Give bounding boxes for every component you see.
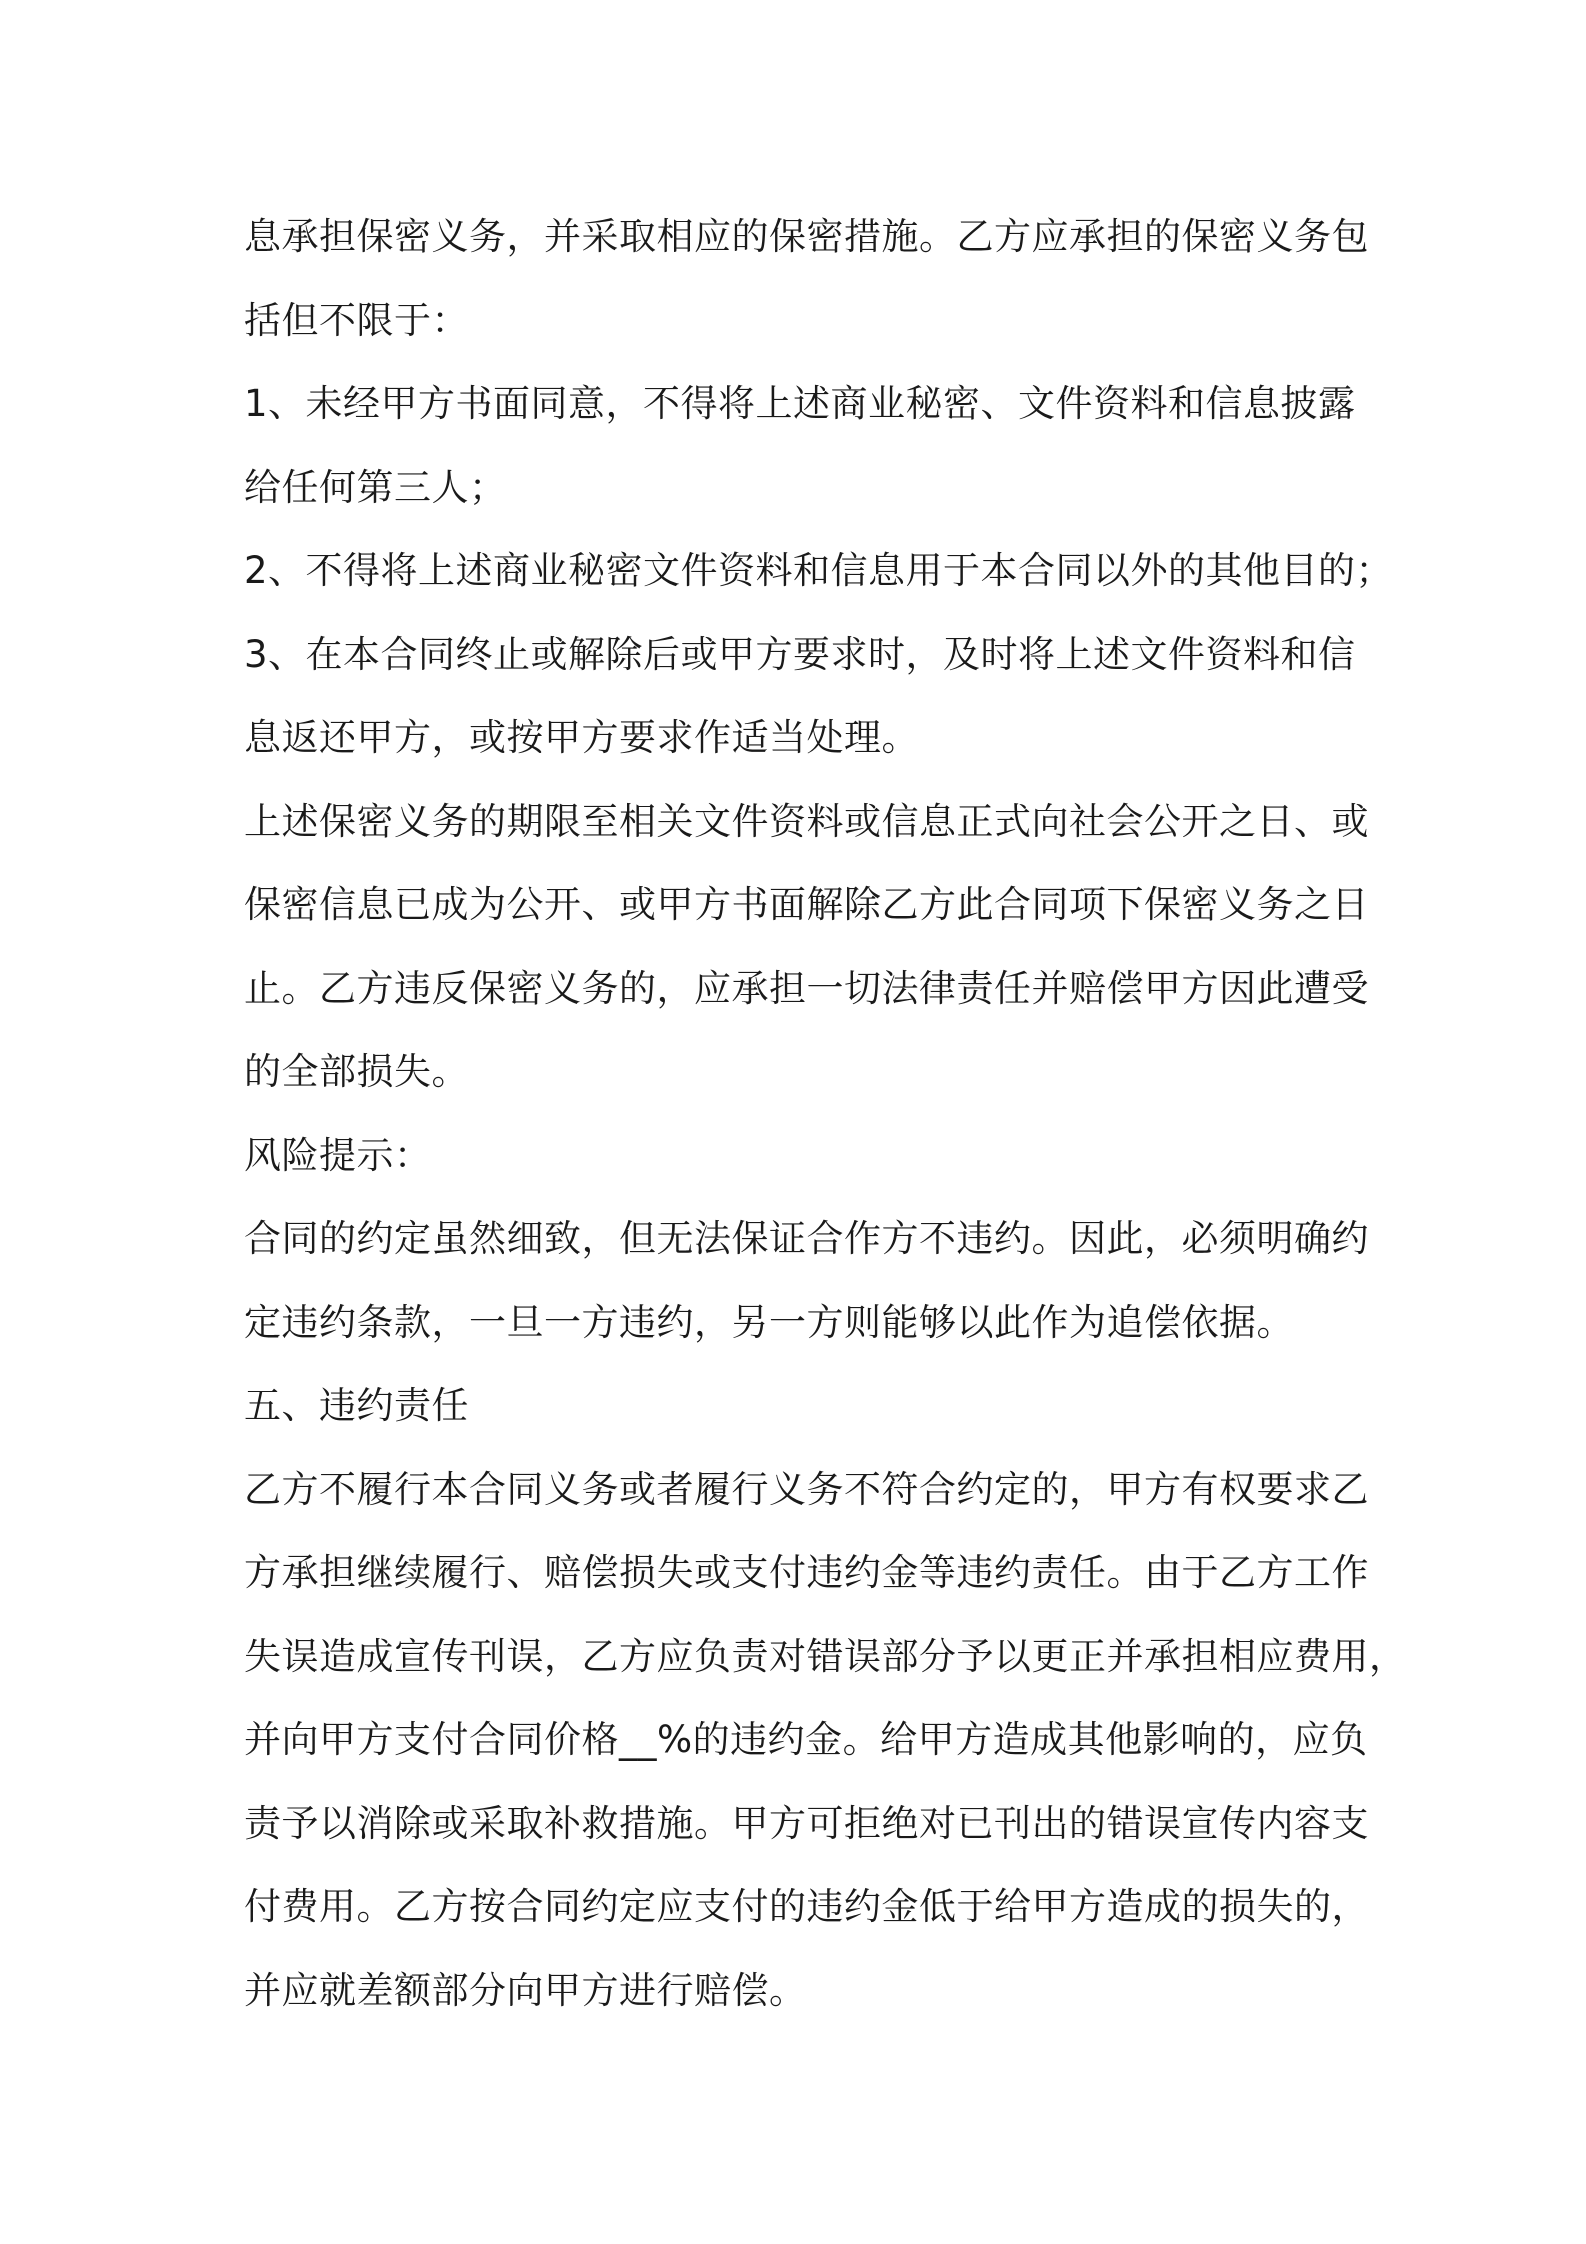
text-line: 乙方不履行本合同义务或者履行义务不符合约定的，甲方有权要求乙 [244,1467,1369,1511]
list-item: 3、在本合同终止或解除后或甲方要求时，及时将上述文件资料和信 [244,632,1356,676]
list-item: 1、未经甲方书面同意，不得将上述商业秘密、文件资料和信息披露 [244,382,1356,425]
text-line: 方承担继续履行、赔偿损失或支付违约金等违约责任。由于乙方工作 [244,1551,1369,1594]
text-line: 上述保密义务的期限至相关文件资料或信息正式向社会公开之日、或 [244,799,1369,843]
text-line: 定违约条款，一旦一方违约，另一方则能够以此作为追偿依据。 [244,1300,1294,1344]
document-body [244,195,1407,2032]
text-line: 合同的约定虽然细致，但无法保证合作方不违约。因此，必须明确约 [244,1217,1369,1260]
text-line: 括但不限于： [244,298,469,342]
text-line: 付费用。乙方按合同约定应支付的违约金低于给甲方造成的损失的， [244,1885,1369,1928]
text-line: 责予以消除或采取补救措施。甲方可拒绝对已刊出的错误宣传内容支 [244,1801,1369,1845]
text-line: 的全部损失。 [244,1050,469,1093]
text-line: 止。乙方违反保密义务的，应承担一切法律责任并赔偿甲方因此遭受 [244,966,1369,1010]
section-heading: 五、违约责任 [244,1384,469,1427]
text-line: 失误造成宣传刊误，乙方应负责对错误部分予以更正并承担相应费用， [244,1634,1407,1678]
list-item: 2、不得将上述商业秘密文件资料和信息用于本合同以外的其他目的； [244,549,1394,592]
text-line: 息返还甲方，或按甲方要求作适当处理。 [244,716,919,759]
text-line: 息承担保密义务，并采取相应的保密措施。乙方应承担的保密义务包 [244,215,1369,258]
text-line: 给任何第三人； [244,465,507,509]
text-line: 并应就差额部分向甲方进行赔偿。 [244,1968,807,2012]
section-heading: 风险提示： [244,1133,432,1177]
text-line: 保密信息已成为公开、或甲方书面解除乙方此合同项下保密义务之日 [244,883,1369,926]
text-line: 并向甲方支付合同价格__%的违约金。给甲方造成其他影响的，应负 [244,1718,1368,1761]
